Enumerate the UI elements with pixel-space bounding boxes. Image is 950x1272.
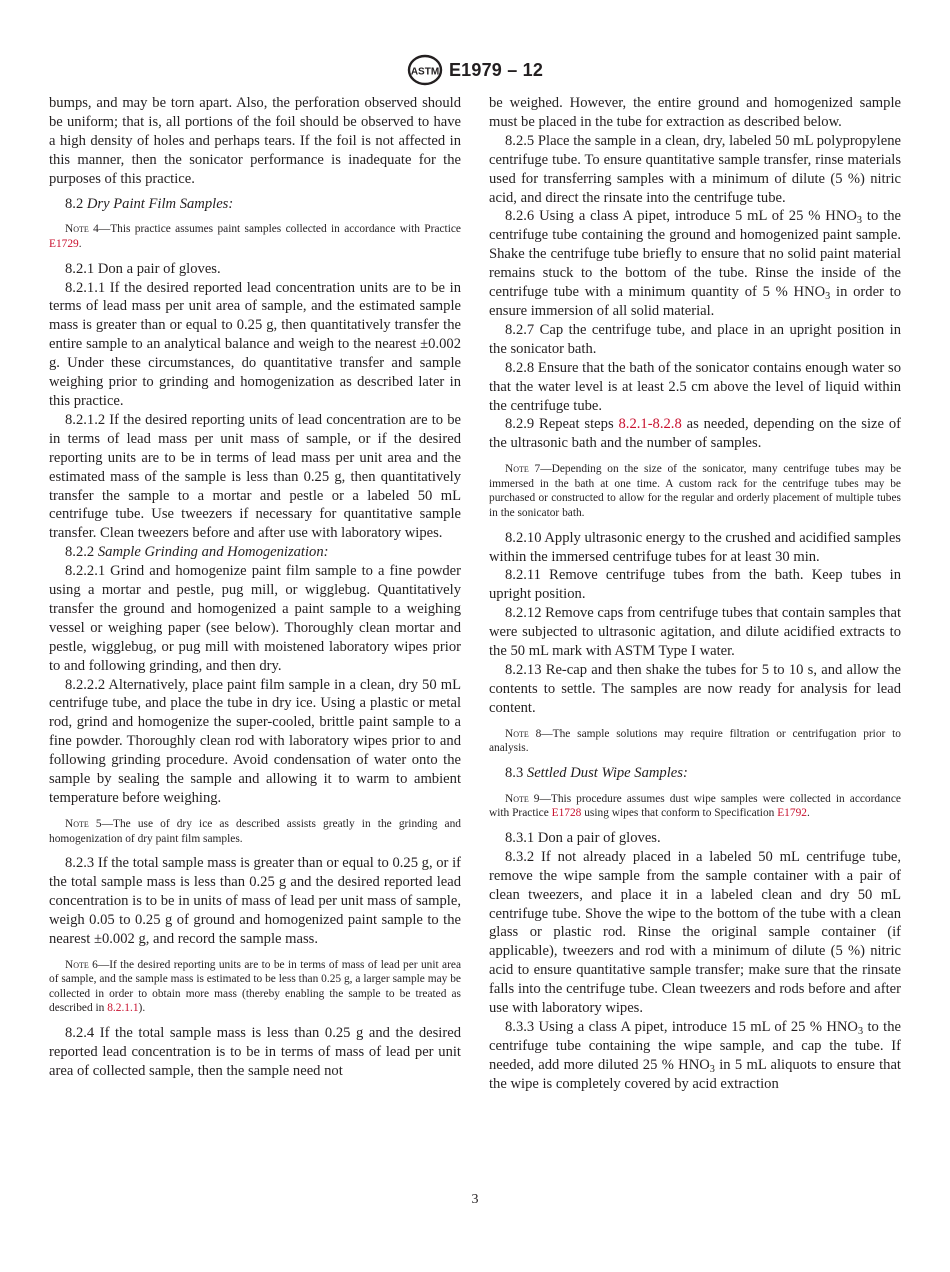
paragraph-8-2-7: 8.2.7 Cap the centrifuge tube, and place in an upright position in the sonicator bath. (489, 321, 901, 357)
left-column (49, 94, 461, 1081)
paragraph-8-2-1: 8.2.1 Don a pair of gloves. (65, 260, 221, 277)
ref-8-2-1-8-2-8-link[interactable]: 8.2.1-8.2.8 (618, 416, 682, 433)
paragraph-8-2-4: 8.2.4 If the total sample mass is less than 0.25 g and the desired reported lead concentration is to be in terms of mass of lead per unit area of collected sample, then the sample need not (49, 1025, 461, 1079)
paragraph-8-2-1-2: 8.2.1.2 If the desired reporting units of lead concentration are to be in terms of lead mass per unit mass of sample, or if the desired reporting units are to be in terms of lead mass per unit area and the estimated mass of the sample is less than 0.25 g, then quantitatively transfer the sample to a mortar and pestle or a labeled 50 mL centrifuge tube. Use tweezers if necessary for quantitative sample transfer. Clean tweezers before and after use with laboratory wipes. (49, 411, 461, 542)
paragraph-8-2-10: 8.2.10 Apply ultrasonic energy to the crushed and acidified samples within the immersed centrifuge tubes for at least 30 min. (489, 529, 901, 565)
paragraph-8-2-13: 8.2.13 Re-cap and then shake the tubes for 5 to 10 s, and allow the contents to settle. The samples are now ready for analysis for lead content. (489, 661, 901, 716)
section-8-3-heading: 8.3 Settled Dust Wipe Samples: (505, 764, 688, 781)
paragraph-8-3-3: 8.3.3 Using a class A pipet, introduce 15 mL of 25 % $HNO_3$ to the centrifuge tube containing the wipe sample, and cap the tube. If needed, add more diluted 25 % $HNO_3$ in 5 mL aliquots to ensure that the wipe is completely covered by acid extraction (489, 1019, 901, 1092)
note-9: Note 9—This procedure assumes dust wipe samples were collected in accordance with Practice E1728 using wipes that conform to Specification E1792. (489, 792, 901, 820)
paragraph-8-2-2-1: 8.2.2.1 Grind and homogenize paint film sample to a fine powder using a mortar and pestle, pug mill, or wigglebug. Quantitatively transfer the ground and homogenized a paint sample to a weighing vessel or weighing paper (see below). Thoroughly clean mortar and pestle, wigglebug, or pug mill with moistened laboratory wipes prior to and following grinding, and then dry. (49, 563, 461, 674)
ref-8-2-1-1-link[interactable]: 8.2.1.1 (107, 1002, 139, 1015)
astm-logo-icon (407, 54, 443, 86)
note-6: Note 6—If the desired reporting units are to be in terms of mass of lead per unit area of sample, and the sample mass is estimated to be less than 0.25 g, a larger sample may be collected in order to obtain more mass (thereby enabling the sample to be treated as described in 8.2.1.1). (49, 958, 461, 1015)
section-8-2-2-heading: 8.2.2 Sample Grinding and Homogenization: (65, 544, 329, 561)
note-4: Note 4—This practice assumes paint samples collected in accordance with Practice E1729. (49, 223, 461, 251)
paragraph-8-2-3: 8.2.3 If the total sample mass is greater than or equal to 0.25 g, or if the total sample mass is less than 0.25 g and the desired reported lead concentration is to be in units of mass of lead per unit mass of sample, weigh 0.05 to 0.25 g of ground and homogenized paint sample to the nearest ±0.002 g, and record the sample mass. (49, 855, 461, 947)
paragraph-8-2-5: 8.2.5 Place the sample in a clean, dry, labeled 50 mL polypropylene centrifuge tube. To ensure quantitative sample transfer, rinse materials used for transferring samples with a minimum of dilute (5 %) nitric acid, and direct the rinsate into the centrifuge tube. (489, 132, 901, 206)
page-number: 3 (471, 1192, 479, 1207)
paragraph-8-2-2-2: 8.2.2.2 Alternatively, place paint film sample in a clean, dry 50 mL centrifuge tube, and place the tube in dry ice. Using a plastic or metal rod, grind and homogenize the super-cooled, brittle paint sample to a fine powder. Thoroughly clean rod with laboratory wipes prior to and following grinding procedure. Avoid condensation of water onto the sample by sealing the sample and allowing it to warm to ambient temperature before weighing. (49, 676, 461, 806)
paragraph-8-2-11: 8.2.11 Remove centrifuge tubes from the bath. Keep tubes in upright position. (489, 567, 901, 603)
paragraph-8-2-1-1: 8.2.1.1 If the desired reported lead concentration units are to be in terms of lead mass per unit area of sample, and the estimated sample mass is greater than or equal to 0.25 g, then quantitatively transfer the entire sample to an analytical balance and weigh to the nearest ±0.002 g. Under these circumstances, do quantitative transfer and sample weighing prior to grinding and homogenization as described later in this practice. (49, 279, 461, 409)
note-8: Note 8—The sample solutions may require filtration or centrifugation prior to analysis. (489, 727, 901, 755)
page-header (0, 52, 950, 88)
note-7: Note 7—Depending on the size of the sonicator, many centrifuge tubes may be immersed in the bath at one time. A custom rack for the centrifuge tubes may be purchased or constructed to allow for the regular and orderly placement of multiple tubes in the sonicator bath. (489, 463, 901, 519)
right-column (489, 94, 901, 1094)
paragraph-8-2-12: 8.2.12 Remove caps from centrifuge tubes that contain samples that were subjected to ultrasonic agitation, and dilute acidified extracts to the 50 mL mark with ASTM Type I water. (489, 605, 901, 660)
section-8-2-heading: 8.2 Dry Paint Film Samples: (65, 195, 234, 212)
ref-e1728-link[interactable]: E1728 (551, 807, 582, 820)
document-id: E1979 – 12 (448, 59, 544, 80)
ref-e1792-link[interactable]: E1792 (777, 807, 807, 820)
ref-e1729-link[interactable]: E1729 (49, 238, 79, 251)
paragraph-8-2-8: 8.2.8 Ensure that the bath of the sonicator contains enough water so that the water level is at least 2.5 cm above the level of liquid within the centrifuge tube. (489, 359, 901, 414)
paragraph-8-2-6: 8.2.6 Using a class A pipet, introduce 5 mL of 25 % $HNO_3$ to the centrifuge tube containing the ground and homogenized paint sample. Shake the centrifuge tube briefly to ensure that no solid paint material remains stuck to the bottom of the tube. Rinse the inside of the centrifuge tube with a minimum quantity of 5 % $HNO_3$ in order to ensure immersion of all solid material. (489, 208, 901, 319)
paragraph-8-2-9: 8.2.9 Repeat steps 8.2.1-8.2.8 as needed, depending on the size of the ultrasonic bath and the number of samples. (489, 416, 901, 452)
paragraph-8-3-2: 8.3.2 If not already placed in a labeled 50 mL centrifuge tube, remove the wipe sample from the sample container with a pair of clean tweezers, and place it in a labeled clean and dry 50 mL centrifuge tube. Shove the wipe to the bottom of the tube with a clean glass or plastic rod. Rinse the original sample container (if applicable), tweezers and rod with a minimum of dilute (5 %) nitric acid to ensure quantitative sample transfer; make sure that the rinsate falls into the centrifuge tube. Clean tweezers and rods before and after use with laboratory wipes. (489, 848, 901, 1017)
paragraph-foil-continued: bumps, and may be torn apart. Also, the perforation observed should be uniform; that is, all portions of the foil should be observed to have a high density of holes and perhaps tears. If the foil is not affected in this manner, then the sonicator performance is inadequate for the purposes of this practice. (49, 95, 461, 187)
paragraph-8-3-1: 8.3.1 Don a pair of gloves. (505, 829, 661, 846)
paragraph-8-2-4-continued: be weighed. However, the entire ground and homogenized sample must be placed in the tube for extraction as described below. (489, 95, 901, 130)
astm-logo-text: ASTM (410, 66, 440, 78)
note-5: Note 5—The use of dry ice as described assists greatly in the grinding and homogenization of dry paint film samples. (49, 817, 461, 845)
